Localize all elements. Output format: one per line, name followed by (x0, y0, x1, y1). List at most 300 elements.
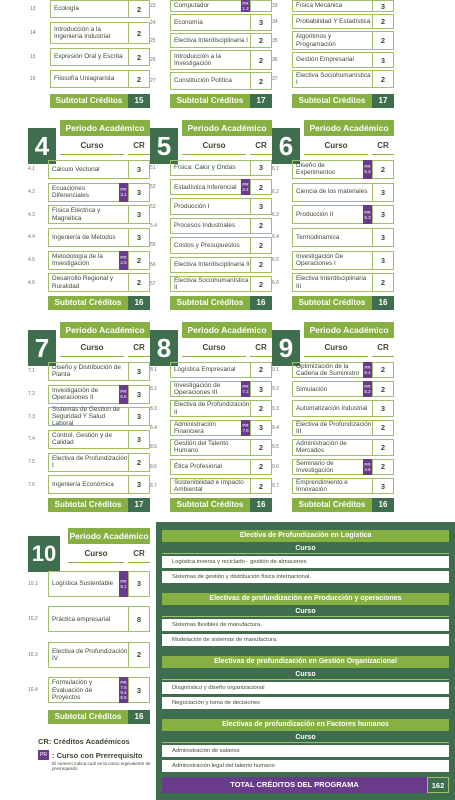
total-credits-value: 162 (427, 777, 449, 793)
course-code: 9.2 (272, 386, 279, 393)
elective-group-title: Electivas de profundización en Producción y operaciones (162, 593, 449, 605)
course-credits: 2 (128, 22, 150, 44)
subtotal-value: 16 (250, 296, 272, 310)
legend-pr-badge: PR (38, 750, 49, 760)
course-row (28, 183, 150, 202)
course-credits: 2 (372, 160, 394, 179)
course-credits: 2 (250, 218, 272, 234)
course-credits: 3 (128, 677, 150, 703)
course-credits: 3 (372, 183, 394, 202)
elective-course: Diagnóstico y diseño organizacional (162, 682, 449, 694)
subtotal-value: 16 (128, 296, 150, 310)
course-credits (250, 0, 272, 12)
column-header (182, 340, 272, 356)
elective-group-curso: Curso (162, 606, 449, 617)
prerequisite-label: PR (120, 187, 127, 192)
course-code: 9.3 (272, 405, 279, 412)
course-code: 7.5 (28, 459, 35, 465)
course-row (272, 459, 394, 475)
course-code: 16 (30, 76, 36, 82)
course-code: 10.1 (28, 580, 38, 587)
course-credits: 3 (250, 420, 272, 436)
course-name: Filosofía Uniagrarista (50, 70, 128, 88)
subtotal-label: Subtotal Créditos (292, 94, 372, 108)
subtotal-value: 16 (128, 710, 150, 724)
course-name: Diseño y Distribución de Planta (48, 362, 128, 381)
course-code: 8.1 (150, 366, 157, 373)
course-name: Física Mecánica (292, 0, 372, 12)
electives-panel (156, 522, 455, 800)
prerequisite-code: 6.5 (120, 394, 127, 399)
subtotal-label: Subtotal Créditos (48, 498, 128, 512)
course-name: Optimización de la Cadena de Suministro (292, 362, 363, 378)
course-name: Física Eléctrica y Magnética (48, 205, 128, 224)
course-row (28, 407, 150, 426)
course-credits: 3 (128, 475, 150, 494)
course-credits: 2 (372, 31, 394, 50)
course-code: 27 (150, 78, 156, 84)
subtotal-row (48, 498, 150, 512)
total-credits-label: TOTAL CRÉDITOS DEL PROGRAMA (162, 777, 427, 793)
course-code: 24 (150, 19, 156, 26)
course-code: 35 (272, 37, 278, 44)
subtotal-value: 17 (372, 94, 394, 108)
course-code: 13 (30, 6, 36, 12)
legend-note: El número indica cual es la curso equivalente de prerrequisito (52, 761, 151, 772)
subtotal-value: 17 (250, 94, 272, 108)
prerequisite-badge (363, 381, 372, 397)
subtotal-row (50, 94, 150, 108)
prerequisite-label: PR (242, 1, 249, 6)
subtotal-row (170, 498, 272, 512)
subtotal-label: Subtotal Créditos (50, 94, 128, 108)
course-credits: 2 (250, 276, 272, 292)
column-header (68, 546, 150, 562)
course-row (272, 0, 394, 12)
course-code: 10.2 (28, 616, 38, 623)
course-name: Estadística Inferencial (170, 179, 241, 195)
course-credits: 3 (372, 205, 394, 224)
elective-group-title: Electivas de profundización en Factores humanos (162, 719, 449, 731)
elective-course: Negociación y toma de decisiones (162, 697, 449, 709)
column-curso: Curso (304, 340, 368, 357)
period-number: 6 (272, 128, 300, 164)
course-row (150, 218, 272, 234)
course-code: 34 (272, 18, 278, 25)
course-credits: 2 (372, 420, 394, 436)
course-row (28, 160, 150, 179)
course-name: Emprendimiento e Innovación (292, 478, 372, 494)
course-row (272, 273, 394, 292)
course-code: 53 (150, 203, 156, 210)
course-row (28, 205, 150, 224)
column-curso: Curso (182, 340, 246, 357)
course-code: 57 (150, 281, 156, 288)
course-row (272, 52, 394, 68)
prerequisite-code: 9.1 (120, 583, 127, 589)
course-row (272, 439, 394, 455)
course-credits: 3 (250, 198, 272, 214)
subtotal-row (48, 710, 150, 724)
prerequisite-code: 8.1 (364, 369, 371, 375)
course-name: Investigación de Operaciones II (48, 385, 119, 404)
course-code: 8.7 (150, 483, 157, 490)
course-row (28, 430, 150, 449)
course-row (28, 642, 150, 668)
course-name: Algoritmos y Programación (292, 31, 372, 50)
course-name: Producción I (170, 198, 250, 214)
subtotal-row (170, 296, 272, 310)
prerequisite-badge (241, 420, 250, 436)
total-credits-row (162, 777, 449, 793)
course-code: 7.6 (28, 481, 35, 488)
prerequisite-badge (119, 183, 128, 202)
course-code: 14 (30, 30, 36, 36)
subtotal-row (170, 94, 272, 108)
course-credits: 3 (372, 478, 394, 494)
course-row (28, 677, 150, 703)
course-name: Ecología (50, 0, 128, 18)
course-row (28, 475, 150, 494)
course-name: Formulación y Evaluación de Proyectos (48, 677, 119, 703)
course-credits: 2 (250, 459, 272, 475)
course-credits: 2 (372, 459, 394, 475)
course-credits: 3 (372, 228, 394, 247)
subtotal-value: 15 (128, 94, 150, 108)
prerequisite-code: 8.2 (364, 389, 371, 395)
period-title: Periodo Académico (182, 322, 272, 338)
course-name: Investigación de Operaciones III (170, 381, 241, 397)
prerequisite-label: PR (120, 680, 127, 686)
course-row (272, 478, 394, 494)
course-name: Introducción a la Ingeniería Industrial (50, 22, 128, 44)
course-row (150, 420, 272, 436)
course-row (272, 183, 394, 202)
course-name: Introducción a la Investigación (170, 50, 250, 70)
course-code: 37 (272, 76, 278, 82)
column-header (304, 138, 394, 154)
period-tail-panel-2 (150, 0, 272, 110)
course-code: 4.6 (28, 279, 35, 286)
course-code: 7.3 (28, 413, 35, 420)
course-name: Electiva Interdisciplinaria I (170, 33, 250, 48)
course-code: 5.4 (150, 222, 157, 229)
course-name: Logística Empresarial (170, 362, 250, 378)
period-number: 5 (150, 128, 178, 164)
subtotal-value: 16 (372, 498, 394, 512)
course-row (28, 453, 150, 472)
prerequisite-badge (363, 362, 372, 378)
course-row (30, 22, 150, 44)
course-name: Ética Profesional (170, 459, 250, 475)
subtotal-value: 16 (372, 296, 394, 310)
course-code: 7.4 (28, 436, 35, 443)
course-row (30, 70, 150, 88)
subtotal-row (292, 498, 394, 512)
course-credits: 3 (250, 14, 272, 31)
course-name: Procesos Industriales (170, 218, 250, 234)
course-code: 55 (150, 242, 156, 249)
column-cr: CR (128, 138, 150, 155)
column-cr: CR (128, 546, 150, 563)
course-row (28, 606, 150, 632)
prerequisite-badge (119, 571, 128, 597)
prerequisite-label: PR (120, 255, 127, 260)
period-number: 9 (272, 330, 300, 366)
course-credits: 2 (250, 179, 272, 195)
course-code: 6.3 (272, 211, 279, 218)
period-5-panel (150, 120, 272, 315)
period-number: 4 (28, 128, 56, 164)
course-row (150, 400, 272, 416)
course-code: 8.2 (150, 386, 157, 393)
column-cr: CR (250, 340, 272, 357)
prerequisite-label: PR (242, 182, 249, 188)
course-credits: 2 (128, 48, 150, 66)
subtotal-label: Subtotal Créditos (48, 296, 128, 310)
prerequisite-code: 1.2 (242, 6, 249, 11)
elective-course: Logística inversa y reciclado - gestión de almacenes. (162, 556, 449, 568)
prerequisite-label: PR (364, 461, 371, 467)
legend-cr: CR: Créditos Académicos (38, 737, 130, 746)
course-credits: 2 (128, 273, 150, 292)
course-row (150, 179, 272, 195)
course-row (150, 33, 272, 48)
course-row (28, 385, 150, 404)
course-code: 9.4 (272, 424, 279, 431)
course-name: Ingeniería de Metodos (48, 228, 128, 247)
column-curso: Curso (182, 138, 246, 155)
course-credits: 8 (128, 606, 150, 632)
course-credits: 3 (250, 160, 272, 176)
course-credits: 2 (128, 642, 150, 668)
elective-group-title: Electivas de profundización en Gestión Organizacional (162, 656, 449, 668)
column-cr: CR (372, 138, 394, 155)
course-row (272, 70, 394, 88)
course-name: Electiva de Profundización II (170, 400, 250, 416)
course-code: 4.3 (28, 211, 35, 218)
course-name: Control, Gestión y de Calidad (48, 430, 128, 449)
prerequisite-badge (119, 251, 128, 270)
course-code: 9.6 (272, 463, 279, 470)
elective-group-curso: Curso (162, 732, 449, 743)
course-name: Electiva de Profundización I (48, 453, 128, 472)
course-name: Probabilidad Y Estadística (292, 14, 372, 29)
course-row (272, 400, 394, 416)
course-code: 9.7 (272, 483, 279, 490)
subtotal-row (292, 94, 394, 108)
course-row (30, 0, 150, 18)
course-name: Metodología de la Investigación (48, 251, 119, 270)
course-row (272, 251, 394, 270)
column-header (304, 340, 394, 356)
course-name: Cálculo Vectorial (48, 160, 128, 179)
elective-group-title: Electiva de Profundización en Logística (162, 530, 449, 542)
course-credits: 3 (372, 400, 394, 416)
course-row (28, 571, 150, 597)
course-code: 6.6 (272, 279, 279, 286)
period-title: Periodo Académico (60, 120, 150, 136)
course-credits: 2 (372, 14, 394, 29)
course-code: 36 (272, 57, 278, 63)
column-cr: CR (372, 340, 394, 357)
course-name: Práctica empresarial (48, 606, 128, 632)
course-credits: 2 (250, 50, 272, 70)
prerequisite-badge (363, 459, 372, 475)
prerequisite-code: 5.2 (364, 169, 371, 175)
prerequisite-code: 7.2 (242, 389, 249, 395)
course-row (150, 72, 272, 90)
course-name: Administración de Mercados (292, 439, 372, 455)
subtotal-value: 17 (128, 498, 150, 512)
prerequisite-code: 7.6 (120, 685, 127, 691)
course-row (150, 381, 272, 397)
course-credits: 3 (372, 0, 394, 12)
course-code: 6.4 (272, 234, 279, 241)
course-name: Investigación De Operaciones I (292, 251, 372, 270)
column-header (60, 340, 150, 356)
course-code: 6.5 (272, 257, 279, 263)
prerequisite-code: 9.4 (120, 690, 127, 696)
course-credits: 2 (128, 70, 150, 88)
course-code: 8.4 (150, 424, 157, 431)
period-title: Periodo Académico (60, 322, 150, 338)
course-row (28, 228, 150, 247)
prerequisite-code: 5.3 (364, 214, 371, 220)
course-row (150, 257, 272, 273)
column-header (60, 138, 150, 154)
prerequisite-code: 7.6 (242, 427, 249, 433)
course-credits: 2 (250, 33, 272, 48)
period-title: Periodo Académico (304, 322, 394, 338)
course-row (150, 237, 272, 253)
course-credits: 3 (128, 160, 150, 179)
course-credits: 2 (250, 237, 272, 253)
course-name: Electiva de Profundización III (292, 420, 372, 436)
course-name: Administración Financiera (170, 420, 241, 436)
course-name: Desarrollo Regional y Ruralidad (48, 273, 128, 292)
course-credits: 3 (250, 381, 272, 397)
prerequisite-code: 9.5 (120, 695, 127, 701)
course-credits: 2 (250, 478, 272, 494)
course-credits: 2 (372, 70, 394, 88)
course-row (30, 48, 150, 66)
column-curso: Curso (60, 138, 124, 155)
course-credits: 2 (250, 400, 272, 416)
course-code: 7.1 (28, 368, 35, 375)
course-row (28, 273, 150, 292)
column-header (182, 138, 272, 154)
course-name: Electiva Sociohumanística I (292, 70, 372, 88)
course-code: 56 (150, 261, 156, 268)
prerequisite-code: 2.6 (120, 260, 127, 265)
course-credits: 3 (128, 571, 150, 597)
prerequisite-label: PR (120, 389, 127, 394)
course-code: 25 (150, 37, 156, 44)
course-code: 52 (150, 184, 156, 191)
course-credits: 2 (128, 453, 150, 472)
course-code: 33 (272, 3, 278, 9)
course-name: Automatización Industrial (292, 400, 372, 416)
prerequisite-label: PR (242, 422, 249, 428)
course-code: 8.6 (150, 463, 157, 470)
course-credits: 3 (372, 52, 394, 68)
course-row (150, 0, 272, 12)
course-code: 51 (150, 164, 156, 171)
elective-course: Modelación de sistemas de manufactura. (162, 634, 449, 646)
course-row (272, 362, 394, 378)
course-code: 7.2 (28, 391, 35, 397)
period-title: Periodo Académico (68, 528, 150, 544)
subtotal-label: Subtotal Créditos (292, 498, 372, 512)
elective-course: Sistemas flexibles de manufactura. (162, 619, 449, 631)
prerequisite-label: PR (364, 364, 371, 370)
course-code: 6.2 (272, 189, 279, 195)
subtotal-label: Subtotal Créditos (170, 296, 250, 310)
course-name: Electiva Sociohumanística II (170, 276, 250, 292)
prerequisite-label: PR (242, 384, 249, 390)
course-credits: 3 (128, 362, 150, 381)
course-credits: 3 (128, 385, 150, 404)
course-row (150, 14, 272, 31)
course-code: 4.1 (28, 166, 35, 173)
course-code: 8.5 (150, 444, 157, 451)
column-curso: Curso (60, 340, 124, 357)
course-credits: 3 (128, 183, 150, 202)
prerequisite-label: PR (120, 578, 127, 584)
period-8-panel (150, 322, 272, 517)
course-code: 9.1 (272, 366, 279, 373)
course-row (150, 198, 272, 214)
elective-course: Administración de salarios (162, 745, 449, 757)
course-name: Gestión del Talento Humano (170, 439, 250, 455)
subtotal-label: Subtotal Créditos (170, 498, 250, 512)
course-credits: 2 (250, 72, 272, 90)
course-code: 4.4 (28, 234, 35, 241)
course-credits: 2 (250, 257, 272, 273)
course-credits: 3 (128, 430, 150, 449)
course-row (150, 459, 272, 475)
legend-pr-text: : Curso con Prerrequisito (52, 750, 143, 760)
course-row (150, 439, 272, 455)
course-credits: 2 (128, 0, 150, 18)
course-credits: 3 (128, 205, 150, 224)
course-code: 26 (150, 57, 156, 63)
course-name: Producción II (292, 205, 363, 224)
course-row (272, 205, 394, 224)
course-credits: 2 (372, 439, 394, 455)
course-code: 10.4 (28, 687, 38, 694)
legend (38, 737, 153, 771)
elective-course: Administración legal del talento humano (162, 760, 449, 772)
course-name: Ecuaciones Diferenciales (48, 183, 119, 202)
prerequisite-badge (363, 160, 372, 179)
elective-group-curso: Curso (162, 669, 449, 680)
course-name: Física: Calor y Ondas (170, 160, 250, 176)
course-name: Constitución Política (170, 72, 250, 90)
subtotal-label: Subtotal Créditos (292, 296, 372, 310)
period-title: Periodo Académico (182, 120, 272, 136)
course-name: Diseño de Experimentos (292, 160, 363, 179)
course-code: 8.3 (150, 405, 157, 412)
course-name: Ingeniería Económica (48, 475, 128, 494)
course-row (28, 362, 150, 381)
course-row (150, 276, 272, 292)
course-name: Electiva Interdisciplinaria II (170, 257, 250, 273)
course-credits: 2 (250, 439, 272, 455)
course-name: Electiva Interdisciplinaria III (292, 273, 372, 292)
prerequisite-label: PR (364, 209, 371, 215)
